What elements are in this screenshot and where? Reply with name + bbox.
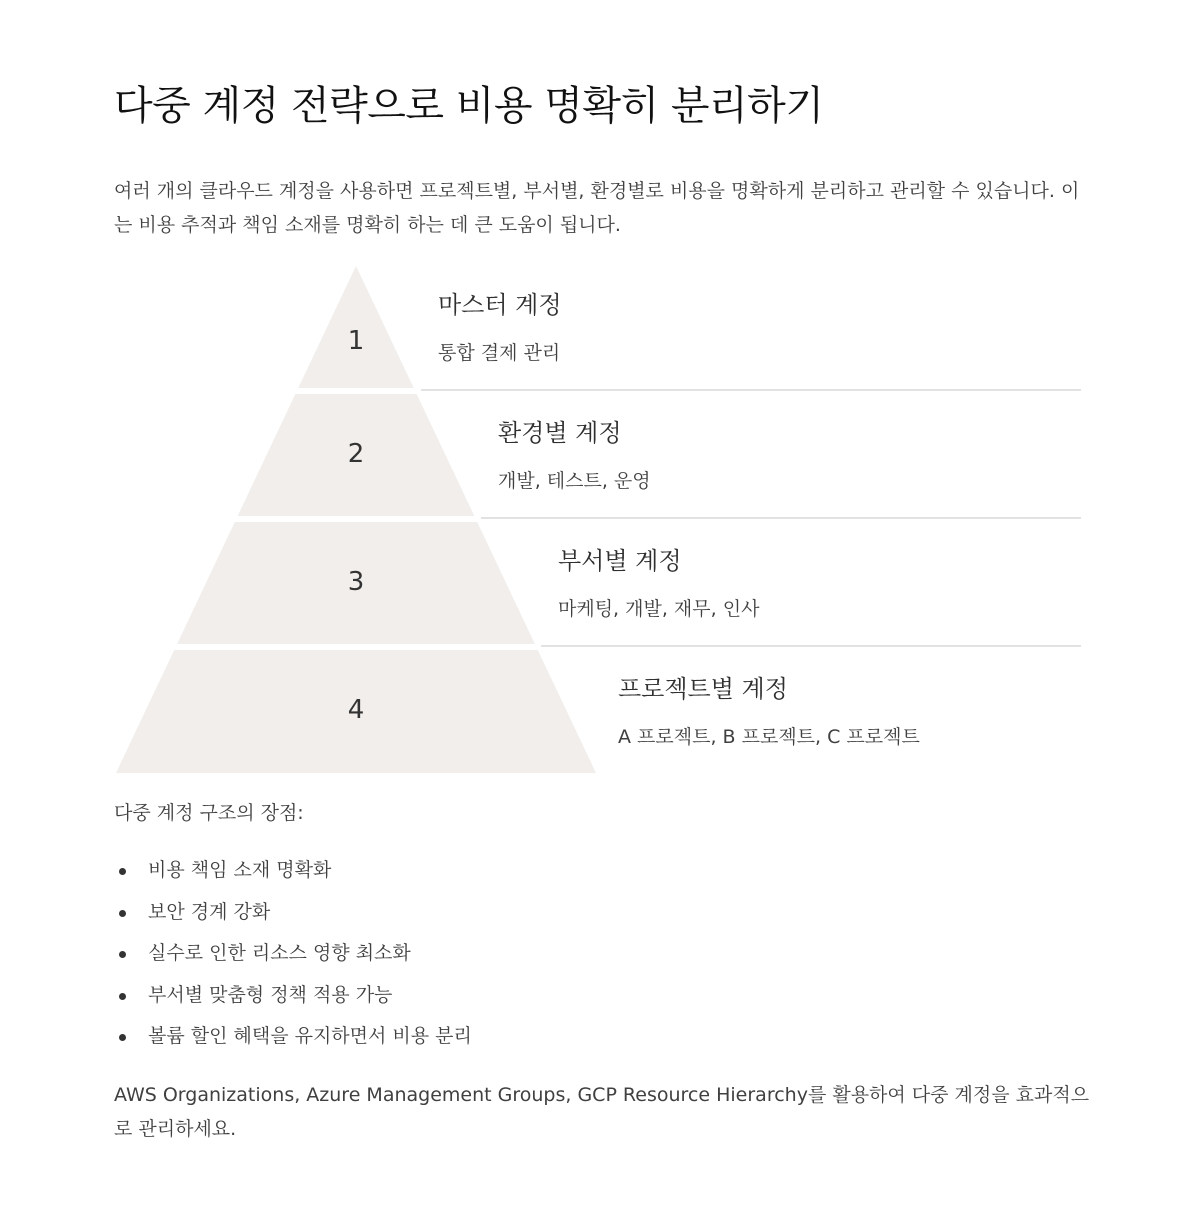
level-title-4: 프로젝트별 계정 [618, 675, 788, 703]
bullet-icon [119, 993, 126, 1000]
level-desc-1: 통합 결제 관리 [438, 342, 561, 364]
benefit-item [114, 933, 472, 975]
benefit-item [114, 892, 472, 934]
closing-paragraph: AWS Organizations, Azure Management Groups, GCP Resource Hierarchy를 활용하여 다중 계정을 효과적으로 관리하세요. [114, 1084, 1090, 1140]
benefit-text: 보안 경계 강화 [148, 900, 271, 923]
benefit-item [114, 975, 472, 1017]
level-title-1: 마스터 계정 [438, 291, 562, 319]
benefit-item [114, 850, 472, 892]
benefit-text: 실수로 인한 리소스 영향 최소화 [148, 942, 411, 964]
level-desc-3: 마케팅, 개발, 재무, 인사 [558, 598, 760, 620]
benefit-item [114, 1016, 472, 1058]
level-number-1: 1 [347, 326, 365, 356]
benefits-heading: 다중 계정 구조의 장점: [114, 802, 304, 824]
level-title-3: 부서별 계정 [558, 547, 682, 575]
level-title-2: 환경별 계정 [498, 419, 622, 447]
benefit-text: 비용 책임 소재 명확화 [148, 859, 332, 881]
page-title: 다중 계정 전략으로 비용 명확히 분리하기 [114, 83, 824, 129]
level-number-3: 3 [347, 567, 365, 597]
benefit-text: 부서별 맞춤형 정책 적용 가능 [148, 983, 393, 1006]
bullet-icon [119, 951, 126, 958]
bullet-icon [119, 1034, 126, 1041]
level-number-2: 2 [347, 439, 365, 469]
level-desc-2: 개발, 테스트, 운영 [498, 470, 651, 492]
level-number-4: 4 [347, 695, 365, 725]
benefit-list [114, 850, 472, 1058]
bullet-icon [119, 910, 126, 917]
benefit-text: 볼륨 할인 혜택을 유지하면서 비용 분리 [148, 1025, 472, 1047]
bullet-icon [119, 868, 126, 875]
level-desc-4: A 프로젝트, B 프로젝트, C 프로젝트 [618, 726, 920, 748]
intro-paragraph: 여러 개의 클라우드 계정을 사용하면 프로젝트별, 부서별, 환경별로 비용을 명확하게 분리하고 관리할 수 있습니다. 이는 비용 추적과 책임 소재를 명확히 하는 데 큰 도움이 됩니다. [114, 180, 1080, 236]
